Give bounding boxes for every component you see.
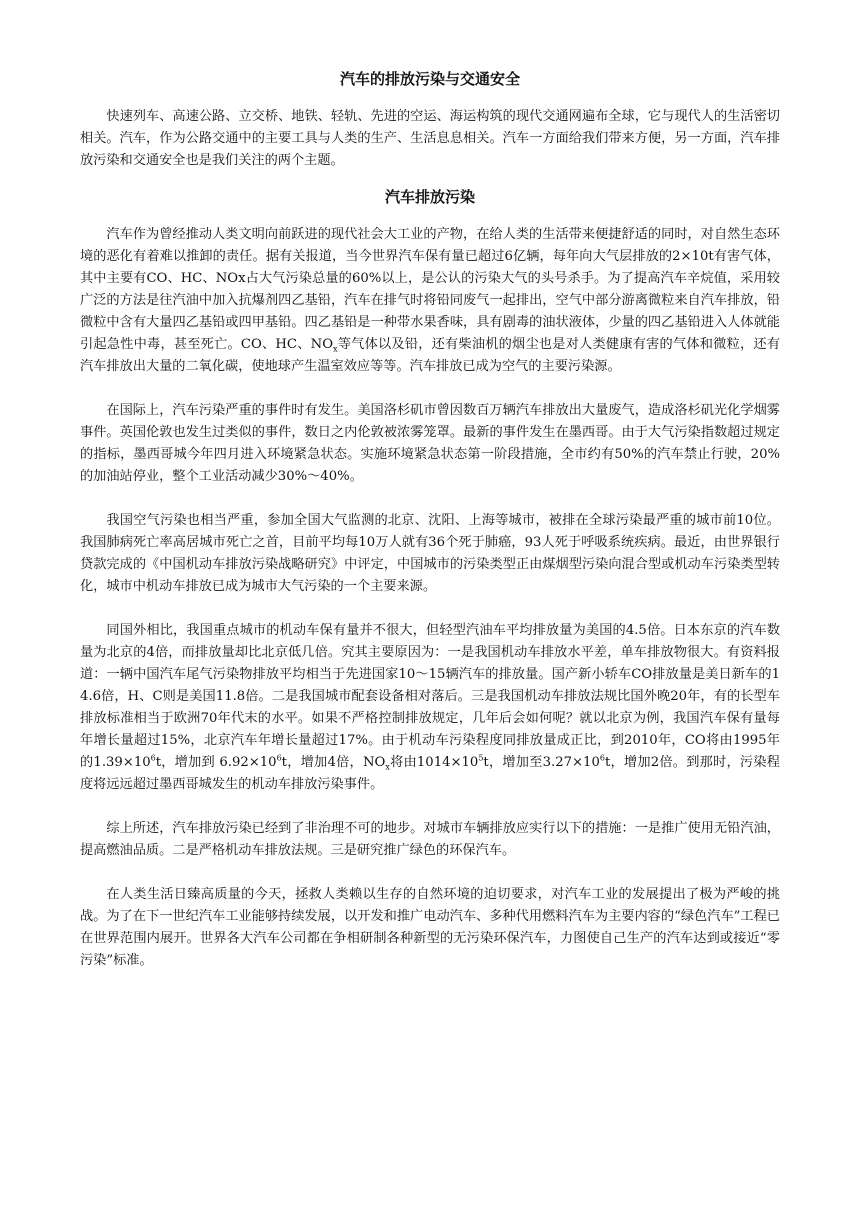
paragraph-6: 在人类生活日臻高质量的今天，拯救人类赖以生存的自然环境的迫切要求，对汽车工业的发展提出了极为严峻的挑战。为了在下一世纪汽车工业能够持续发展，以开发和推广电动汽车、多种代用燃料汽车为主要内容的“绿色汽车”工程已在世界范围内展开。世界各大汽车公司都在争相研制各种新型的无污染环保汽车，力图使自己生产的汽车达到或接近“零污染”标准。: [80, 887, 780, 968]
paragraph-1-text-a: 汽车作为曾经推动人类文明向前跃进的现代社会大工业的产物，在给人类的生活带来便捷舒适的同时，对自然生态环境的恶化有着难以推卸的责任。据有关报道，当今世界汽车保有量已超过6亿辆，每年向大气层排放的2×10t有害气体，其中主要有CO、HC、NOx占大气污染总量的60%以上，是公认的污染大气的头号杀手。为了提高汽车辛烷值，采用较广泛的方法是往汽油中加入抗爆剂四乙基铅，汽车在排气时将铅同废气一起排出，空气中部分游离微粒来自汽车排放，铅微粒中含有大量四乙基铅或四甲基铅。四乙基铅是一种带水果香味，具有剧毒的油状液体，少量的四乙基铅进入人体就能引起急性中毒，甚至死亡。CO、HC、NO: [80, 227, 780, 352]
paragraph-2: 在国际上，汽车污染严重的事件时有发生。美国洛杉矶市曾因数百万辆汽车排放出大量废气，造成洛杉矶光化学烟雾事件。英国伦敦也发生过类似的事件，数日之内伦敦被浓雾笼罩。最新的事件发生在墨西哥。由于大气污染指数超过规定的指标，墨西哥城今年四月进入环境紧急状态。实施环境紧急状态第一阶段措施，全市约有50%的汽车禁止行驶，20%的加油站停业，整个工业活动减少30%～40%。: [80, 403, 780, 484]
document-page: [80, 66, 780, 994]
section-title: 汽车排放污染: [384, 188, 475, 206]
intro-paragraph: 快速列车、高速公路、立交桥、地铁、轻轨、先进的空运、海运构筑的现代交通网遍布全球，它与现代人的生活密切相关。汽车，作为公路交通中的主要工具与人类的生产、生活息息相关。汽车一方面给我们带来方便，另一方面，汽车排放污染和交通安全也是我们关注的两个主题。: [80, 109, 780, 168]
paragraph-4-text-e: t，增加至3.27×10: [483, 755, 600, 770]
paragraph-5: 综上所述，汽车排放污染已经到了非治理不可的地步。对城市车辆排放应实行以下的措施：一是推广使用无铅汽油，提高燃油品质。二是严格机动车排放法规。三是研究推广绿色的环保汽车。: [80, 821, 780, 858]
document-title: 汽车的排放污染与交通安全: [339, 70, 520, 88]
superscript-exp: 6: [150, 753, 156, 763]
paragraph-3: 我国空气污染也相当严重，参加全国大气监测的北京、沈阳、上海等城市，被排在全球污染最严重的城市前10位。我国肺病死亡率高居城市死亡之首，目前平均每10万人就有36个死于肺癌，93人死于呼吸系统疾病。最近，由世界银行贷款完成的《中国机动车排放污染战略研究》中评定，中国城市的污染类型正由煤烟型污染向混合型或机动车污染类型转化，城市中机动车排放已成为城市大气污染的一个主要来源。: [80, 513, 780, 594]
subscript-x: x: [333, 344, 338, 354]
paragraph-4-text-c: t，增加4倍，NO: [281, 755, 386, 770]
superscript-exp: 5: [478, 753, 484, 763]
paragraph-4-text-b: t，增加到 6.92×10: [155, 755, 277, 770]
superscript-exp: 6: [276, 753, 282, 763]
paragraph-1-text-b: 等气体以及铅，还有柴油机的烟尘也是对人类健康有害的气体和微粒，还有汽车排放出大量的二氧化碳，使地球产生温室效应等等。汽车排放已成为空气的主要污染源。: [80, 337, 781, 374]
paragraph-4-text-f: t，增加2倍。到那时，污染程度将远远超过墨西哥城发生的机动车排放污染事件。: [80, 755, 780, 792]
paragraph-4-text-a: 同国外相比，我国重点城市的机动车保有量并不很大，但轻型汽油车平均排放量为美国的4.5倍。日本东京的汽车数量为北京的4倍，而排放量却比北京低几倍。究其主要原因为：一是我国机动车排放水平差，单车排放物很大。有资料报道：一辆中国汽车尾气污染物排放平均相当于先进国家10～15辆汽车的排放量。国产新小轿车CO排放量是美日新车的14.6倍，H、C则是美国11.8倍。二是我国城市配套设备相对落后。三是我国机动车排放法规比国外晚20年，有的长型车排放标准相当于欧洲70年代末的水平。如果不严格控制排放规定，几年后会如何呢？就以北京为例，我国汽车保有量每年增长量超过15%，北京汽车年增长量超过17%。由于机动车污染程度同排放量成正比，到2010年，CO将由1995年的1.39×10: [80, 623, 780, 770]
paragraph-1: [80, 224, 780, 378]
superscript-exp: 6: [599, 753, 605, 763]
paragraph-4: [80, 620, 780, 796]
paragraph-4-text-d: 将由1014×10: [389, 755, 479, 770]
subscript-x: x: [385, 762, 390, 772]
